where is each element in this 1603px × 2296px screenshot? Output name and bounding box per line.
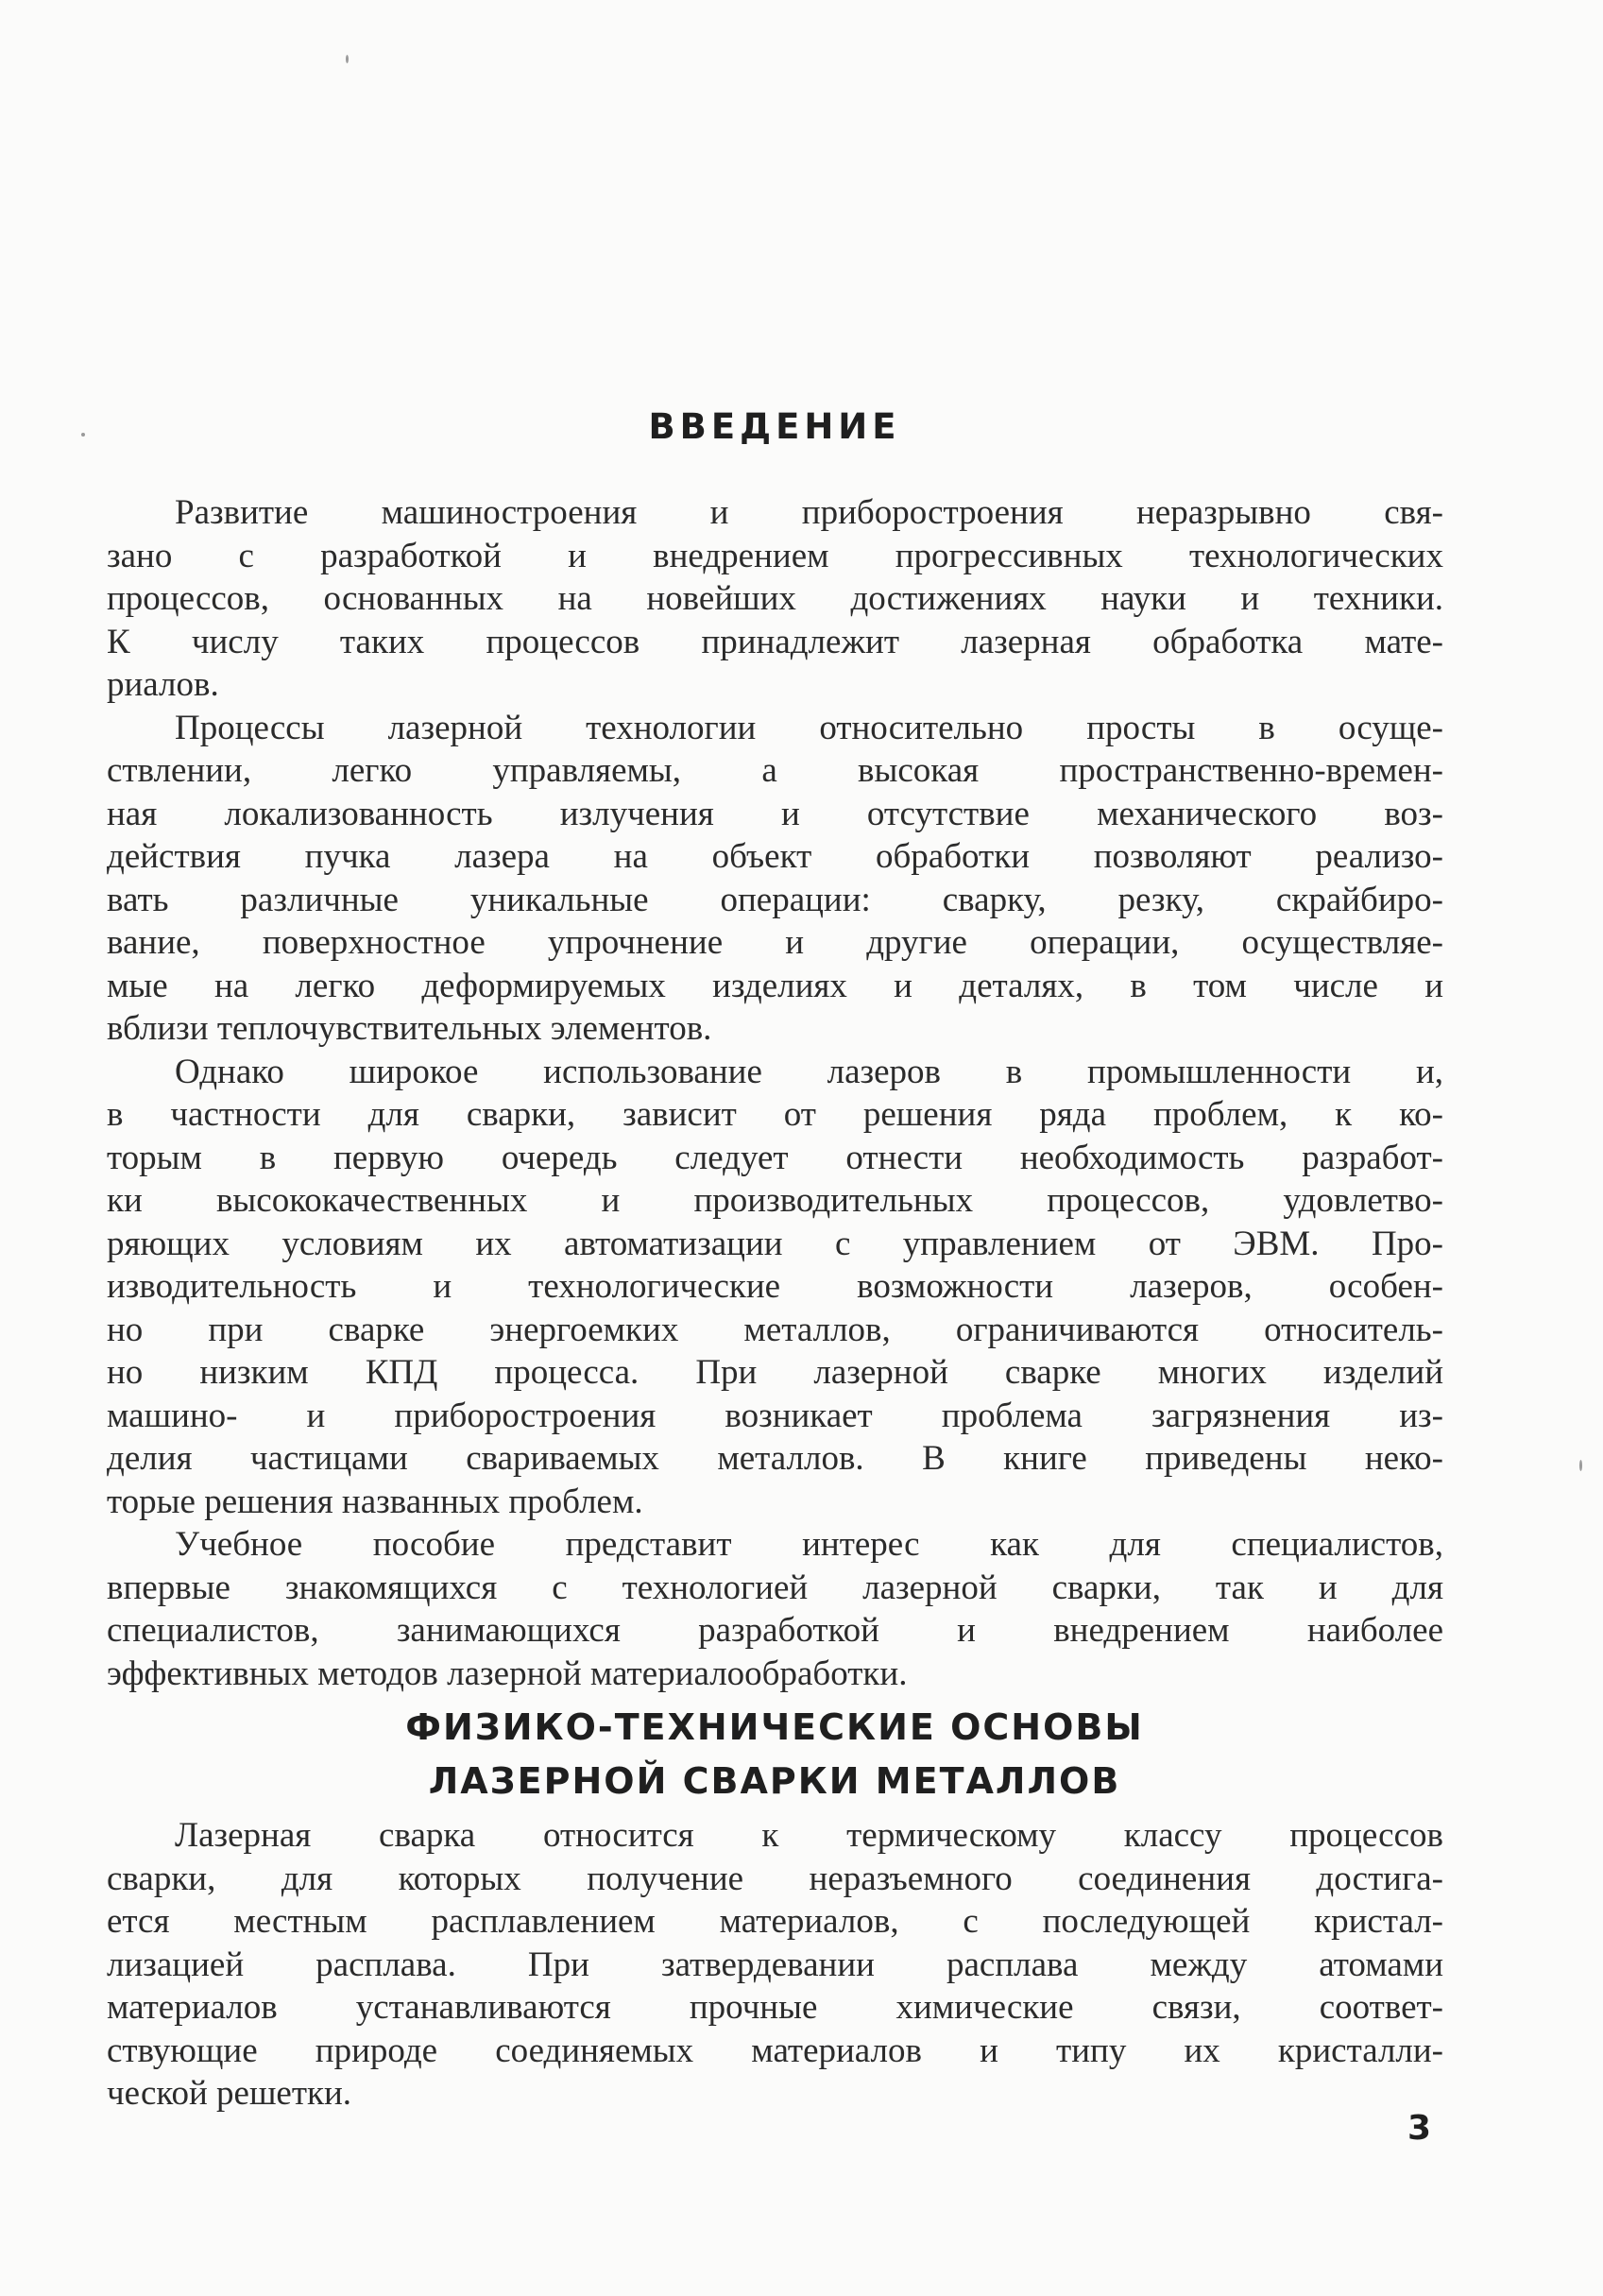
text-line: но низким КПД процесса. При лазерной сварке многих изделий xyxy=(107,1353,1443,1392)
text-line: машино- и приборостроения возникает проблема загрязнения из- xyxy=(107,1396,1443,1435)
text-line: вание, поверхностное упрочнение и другие операции, осуществляе- xyxy=(107,923,1443,962)
section-heading-line-2: ЛАЗЕРНОЙ СВАРКИ МЕТАЛЛОВ xyxy=(428,1760,1121,1802)
text-line: процессов, основанных на новейших достижениях науки и техники. xyxy=(107,579,1443,618)
text-line: торым в первую очередь следует отнести необходимость разработ- xyxy=(107,1138,1443,1177)
text-line: вать различные уникальные операции: сварку, резку, скрайбиро- xyxy=(107,880,1443,919)
text-line: ствлении, легко управляемы, а высокая пространственно-времен- xyxy=(107,751,1443,790)
text-line: вблизи теплочувствительных элементов. xyxy=(107,1009,712,1048)
section-heading-line-1: ФИЗИКО-ТЕХНИЧЕСКИЕ ОСНОВЫ xyxy=(405,1706,1144,1748)
text-line: риалов. xyxy=(107,665,219,704)
text-line: ческой решетки. xyxy=(107,2074,352,2113)
text-line: в частности для сварки, зависит от решения ряда проблем, к ко- xyxy=(107,1095,1443,1134)
text-line: ряющих условиям их автоматизации с управлением от ЭВМ. Про- xyxy=(107,1224,1443,1263)
text-line: зано с разработкой и внедрением прогрессивных технологических xyxy=(107,536,1443,575)
text-line: К числу таких процессов принадлежит лазерная обработка мате- xyxy=(107,622,1443,661)
text-line: изводительность и технологические возможности лазеров, особен- xyxy=(107,1267,1443,1306)
text-line: эффективных методов лазерной материалообработки. xyxy=(107,1653,908,1693)
text-line: делия частицами свариваемых металлов. В книге приведены неко- xyxy=(107,1439,1443,1478)
text-line: ная локализованность излучения и отсутствие механического воз- xyxy=(107,794,1443,833)
text-line: ствующие природе соединяемых материалов и типу их кристалли- xyxy=(107,2030,1443,2070)
text-line: Лазерная сварка относится к термическому классу процессов xyxy=(175,1816,1443,1855)
text-line: ки высококачественных и производительных процессов, удовлетво- xyxy=(107,1181,1443,1220)
introduction-text xyxy=(107,491,1443,1695)
text-line: Учебное пособие представит интерес как для специалистов, xyxy=(175,1525,1443,1564)
scan-speck xyxy=(346,55,349,63)
page-number: 3 xyxy=(1407,2109,1432,2148)
introduction-heading: ВВЕДЕНИЕ xyxy=(648,406,901,447)
text-line: ется местным расплавлением материалов, с последующей кристал- xyxy=(107,1902,1443,1941)
text-line: Однако широкое использование лазеров в промышленности и, xyxy=(175,1052,1443,1091)
text-line: сварки, для которых получение неразъемного соединения достига- xyxy=(107,1859,1443,1898)
scan-speck xyxy=(1579,1460,1582,1471)
text-line: торые решения названных проблем. xyxy=(107,1482,643,1521)
text-line: материалов устанавливаются прочные химические связи, соответ- xyxy=(107,1988,1443,2027)
text-line: но при сварке энергоемких металлов, ограничиваются относитель- xyxy=(107,1310,1443,1349)
text-line: лизацией расплава. При затвердевании расплава между атомами xyxy=(107,1945,1443,1984)
text-line: Процессы лазерной технологии относительно просты в осуще- xyxy=(175,708,1443,747)
text-line: мые на легко деформируемых изделиях и деталях, в том числе и xyxy=(107,966,1443,1005)
text-line: Развитие машиностроения и приборостроения неразрывно свя- xyxy=(175,493,1443,532)
section-text xyxy=(107,1814,1443,2116)
scan-speck xyxy=(81,433,85,437)
section-heading xyxy=(104,1701,1445,1808)
text-line: специалистов, занимающихся разработкой и внедрением наиболее xyxy=(107,1611,1443,1650)
text-line: действия пучка лазера на объект обработки позволяют реализо- xyxy=(107,837,1443,876)
text-line: впервые знакомящихся с технологией лазерной сварки, так и для xyxy=(107,1568,1443,1607)
